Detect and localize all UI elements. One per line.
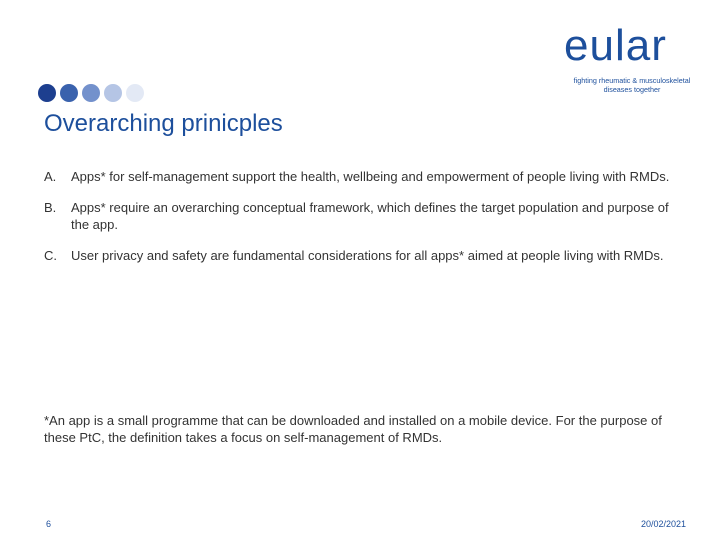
slide-date: 20/02/2021 <box>640 519 686 529</box>
dot-icon <box>38 84 56 102</box>
logo-tagline: fighting rheumatic & musculoskeletal diseases together <box>573 76 691 94</box>
footnote: *An app is a small programme that can be downloaded and installed on a mobile device. For the purpose of these PtC, the definition takes a focus on self-management of RMDs. <box>44 413 662 445</box>
item-letter: C. <box>44 248 57 263</box>
page-number: 6 <box>46 519 52 529</box>
dot-icon <box>60 84 78 102</box>
item-text: User privacy and safety are fundamental considerations for all apps* aimed at people living with RMDs. <box>71 248 664 263</box>
principle-item <box>44 168 684 185</box>
dot-icon <box>104 84 122 102</box>
decorative-dots <box>38 84 144 102</box>
item-letter: B. <box>44 200 57 215</box>
principles-list <box>44 168 684 278</box>
principle-item <box>44 247 684 264</box>
item-text: Apps* require an overarching conceptual framework, which defines the target population and purpose of the app. <box>71 200 669 232</box>
item-letter: A. <box>44 169 57 184</box>
slide-title: Overarching prinicples <box>44 110 283 137</box>
item-text: Apps* for self-management support the health, wellbeing and empowerment of people living with RMDs. <box>71 169 670 184</box>
dot-icon <box>82 84 100 102</box>
dot-icon <box>126 84 144 102</box>
logo-wordmark: eular <box>564 21 667 70</box>
principle-item <box>44 199 684 233</box>
